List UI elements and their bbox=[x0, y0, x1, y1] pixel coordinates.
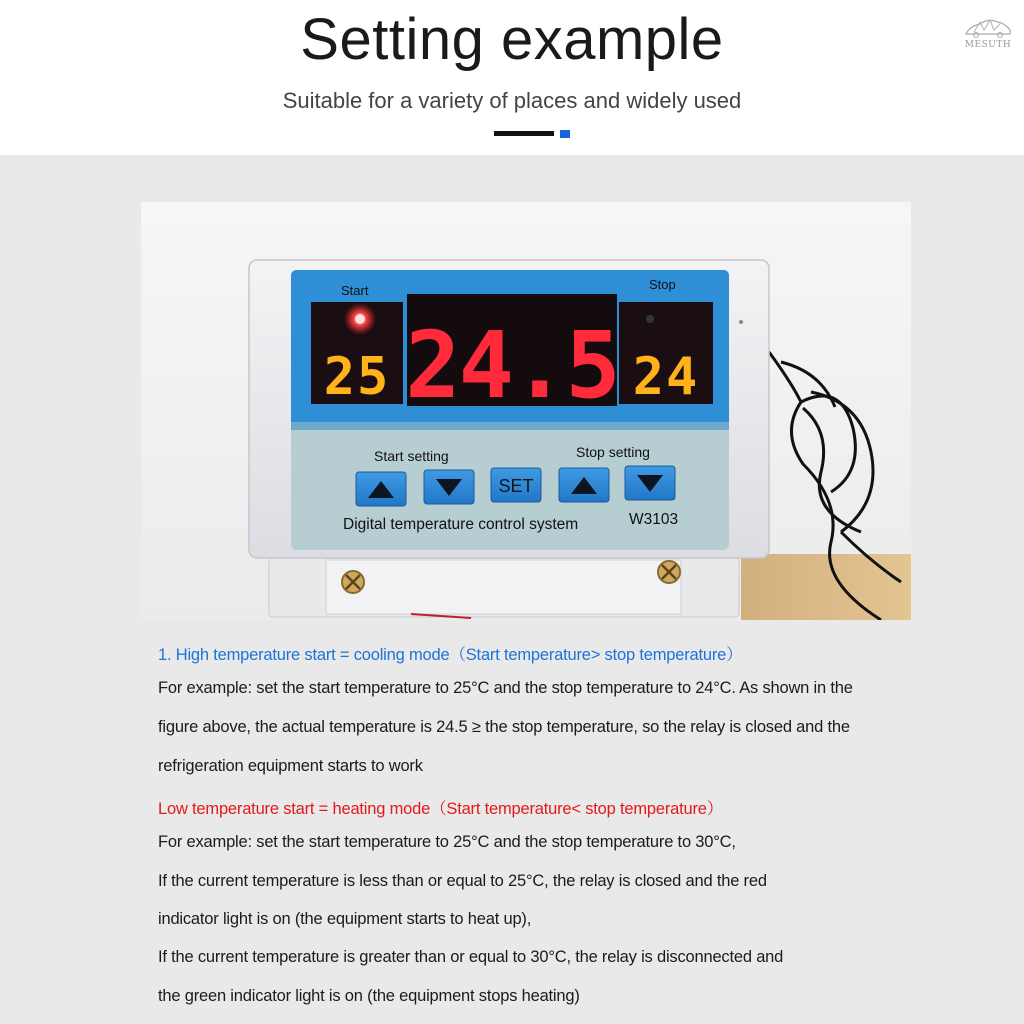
page-subtitle: Suitable for a variety of places and widely used bbox=[282, 88, 742, 113]
header bbox=[0, 0, 1024, 155]
set-button-label: SET bbox=[498, 476, 534, 496]
cardboard-box bbox=[741, 554, 911, 620]
title-accent-square bbox=[560, 130, 570, 138]
heating-line-3: indicator light is on (the equipment starts to heat up), bbox=[158, 910, 532, 928]
stop-down-button[interactable] bbox=[625, 466, 675, 500]
start-down-button[interactable] bbox=[424, 470, 474, 504]
cooling-line-3: refrigeration equipment starts to work bbox=[158, 757, 423, 775]
stop-indicator-led bbox=[646, 315, 654, 323]
heating-heading: Low temperature start = heating mode（Start temperature< stop temperature） bbox=[158, 800, 724, 818]
system-label: Digital temperature control system bbox=[343, 516, 579, 533]
start-up-button[interactable] bbox=[356, 472, 406, 506]
brand-logo bbox=[958, 14, 1018, 54]
start-setting-label: Start setting bbox=[374, 448, 449, 464]
product-photo bbox=[141, 202, 911, 620]
heating-line-2: If the current temperature is less than or equal to 25°C, the relay is closed and the red bbox=[158, 872, 767, 890]
cooling-heading: 1. High temperature start = cooling mode（Start temperature> stop temperature） bbox=[158, 646, 743, 664]
start-value: 25 bbox=[323, 347, 391, 407]
page-title: Setting example bbox=[300, 7, 724, 72]
car-logo-icon bbox=[964, 14, 1012, 40]
start-label: Start bbox=[341, 283, 369, 298]
heating-line-4: If the current temperature is greater than or equal to 30°C, the relay is disconnected and bbox=[158, 948, 784, 966]
heating-line-5: the green indicator light is on (the equipment stops heating) bbox=[158, 987, 580, 1005]
title-underline bbox=[494, 131, 554, 136]
current-temperature: 24.5 bbox=[405, 312, 619, 419]
stop-value: 24 bbox=[632, 347, 700, 407]
stop-setting-label: Stop setting bbox=[576, 444, 650, 460]
cooling-line-2: figure above, the actual temperature is 24.5 ≥ the stop temperature, so the relay is closed and the bbox=[158, 718, 850, 736]
heating-line-1: For example: set the start temperature to 25°C and the stop temperature to 30°C, bbox=[158, 833, 736, 851]
cooling-line-1: For example: set the start temperature to 25°C and the stop temperature to 24°C. As shown in the bbox=[158, 679, 853, 697]
brand-logo-text: MESUTH bbox=[964, 40, 1012, 50]
thermostat-illustration bbox=[141, 202, 911, 620]
set-button[interactable] bbox=[491, 468, 541, 502]
model-label: W3103 bbox=[629, 511, 679, 528]
stop-up-button[interactable] bbox=[559, 468, 609, 502]
stop-label: Stop bbox=[649, 277, 676, 292]
